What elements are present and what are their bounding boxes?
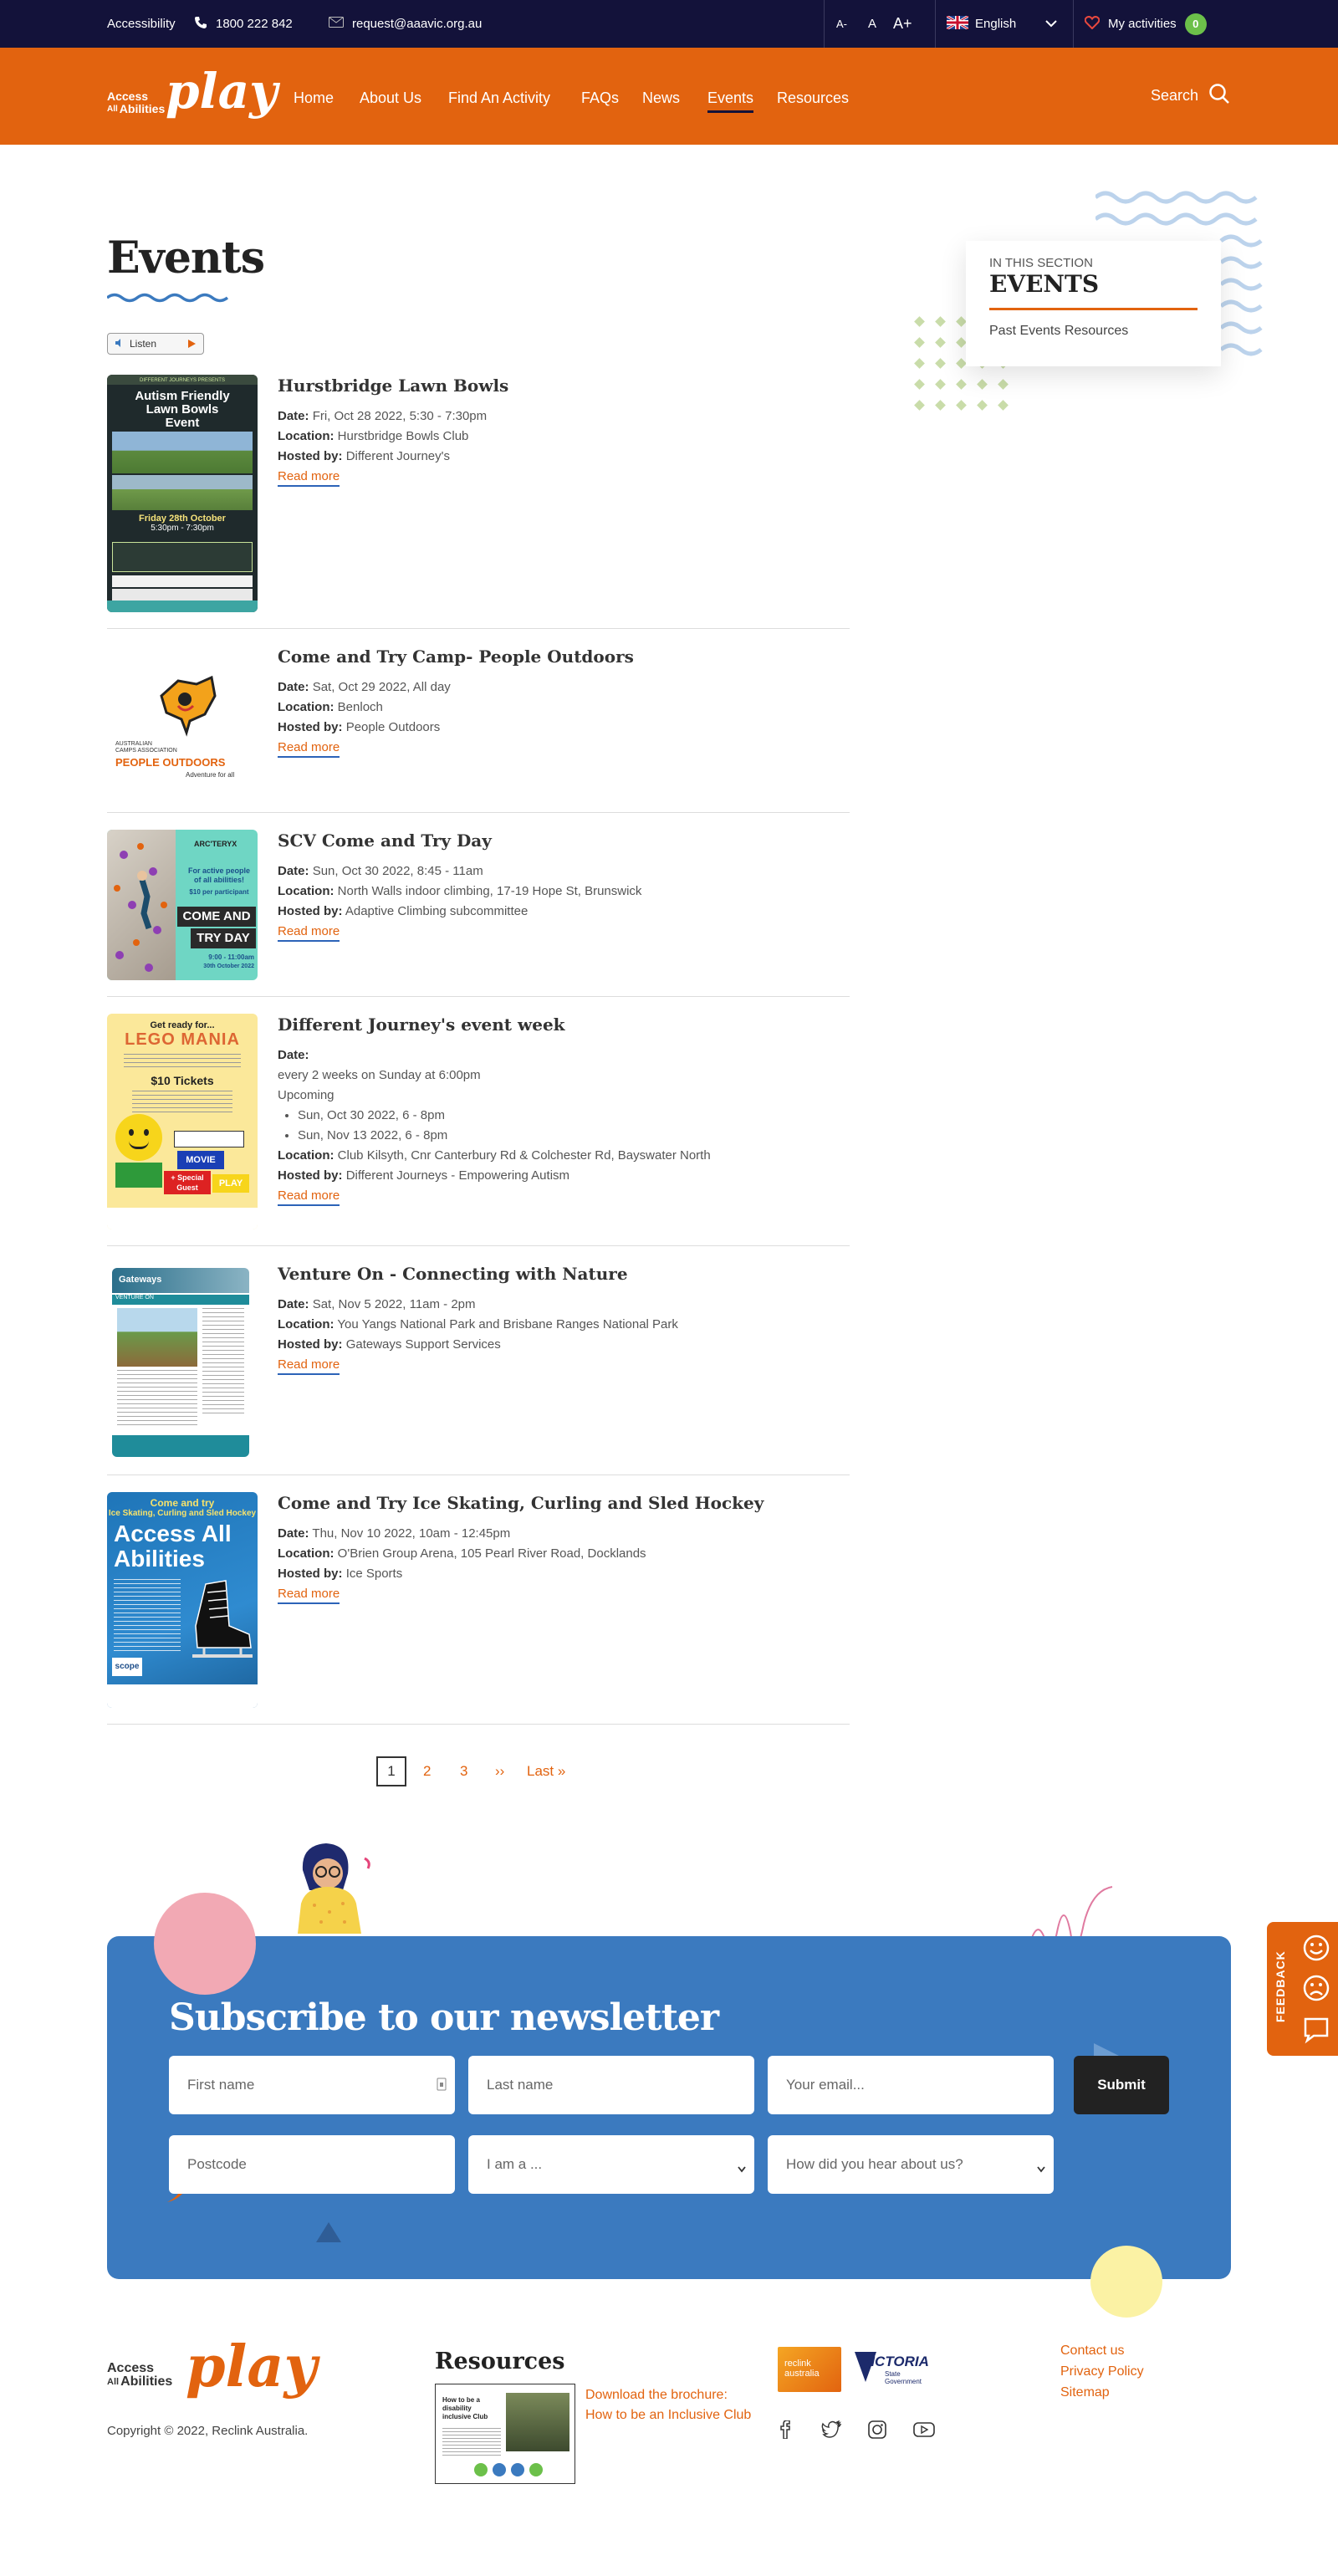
poster-text: AUSTRALIAN xyxy=(115,741,152,747)
search-label: Search xyxy=(1151,87,1199,104)
event-title[interactable]: Hurstbridge Lawn Bowls xyxy=(278,376,509,396)
event-details xyxy=(278,1492,846,1604)
date-label: Date: xyxy=(278,409,309,423)
nav-faqs[interactable]: FAQs xyxy=(581,89,620,106)
event-details xyxy=(278,1263,846,1375)
poster-text: Gateways xyxy=(119,1275,162,1285)
poster-text: Get ready for... xyxy=(150,1020,215,1030)
section-title: EVENTS xyxy=(989,270,1198,310)
event-item xyxy=(107,1263,850,1475)
nav-about-us[interactable]: About Us xyxy=(360,89,422,106)
logo-play-text: play xyxy=(166,63,278,120)
poster-text: 30th October 2022 xyxy=(203,963,254,969)
accessibility-link[interactable]: Accessibility xyxy=(107,17,176,31)
read-more-link[interactable]: Read more xyxy=(278,1586,340,1604)
sidebar-link-past-events-resources[interactable]: Past Events Resources xyxy=(989,324,1129,338)
site-logo[interactable] xyxy=(107,56,278,135)
social-links xyxy=(776,2419,943,2444)
submit-button[interactable]: Submit xyxy=(1074,2056,1169,2114)
footer-logo[interactable] xyxy=(107,2333,324,2417)
logo-text-abilities: Abilities xyxy=(120,2374,173,2389)
brochure-link-line: How to be an Inclusive Club xyxy=(585,2408,752,2422)
lego-face-icon xyxy=(115,1114,162,1161)
feedback-tab[interactable] xyxy=(1267,1922,1338,2056)
event-item xyxy=(107,375,850,629)
resources-heading: Resources xyxy=(435,2349,565,2374)
poster-text: VENTURE ON xyxy=(112,1295,249,1305)
poster-text: $10 per participant xyxy=(189,888,249,896)
nav-resources[interactable]: Resources xyxy=(777,89,850,106)
brochure-link-line: Download the brochure: xyxy=(585,2388,728,2402)
title-wave-decoration xyxy=(107,291,232,304)
postcode-input[interactable]: Postcode xyxy=(169,2135,455,2194)
section-nav-card xyxy=(966,241,1221,366)
heard-about-select[interactable] xyxy=(768,2135,1054,2194)
footer-link-contact-us[interactable]: Contact us xyxy=(1060,2343,1125,2358)
my-activities-button[interactable] xyxy=(1085,0,1207,48)
climbing-holds-icon xyxy=(107,830,176,980)
ice-skate-icon xyxy=(181,1576,254,1668)
logo-play-text: play xyxy=(186,2333,317,2400)
chevron-down-icon xyxy=(1045,17,1057,31)
pink-circle-decoration xyxy=(154,1893,256,1995)
uk-flag-icon xyxy=(947,16,968,33)
poster-text: ARC'TERYX xyxy=(194,840,237,848)
poster-text: 5:30pm - 7:30pm xyxy=(151,524,214,533)
event-location: Hurstbridge Bowls Club xyxy=(337,429,469,443)
event-date: Sat, Oct 29 2022, All day xyxy=(312,680,451,694)
event-title[interactable]: Come and Try Camp- People Outdoors xyxy=(278,647,634,667)
chevron-down-icon xyxy=(738,2160,746,2177)
newsletter-section xyxy=(107,1936,1231,2279)
in-this-section-label: IN THIS SECTION xyxy=(989,256,1093,270)
read-more-link[interactable]: Read more xyxy=(278,739,340,758)
poster-text: Event xyxy=(165,416,200,430)
phone-icon xyxy=(194,16,207,33)
event-poster-image[interactable] xyxy=(107,830,258,980)
first-name-input[interactable] xyxy=(169,2056,455,2114)
logo-text-all: All xyxy=(107,2377,120,2387)
happy-face-icon xyxy=(1302,1934,1330,1962)
last-page-link[interactable]: Last » xyxy=(527,1763,566,1779)
upcoming-date: • Sun, Oct 30 2022, 6 - 8pm xyxy=(298,1106,846,1126)
brochure-cover-title: How to be a disability inclusive Club xyxy=(442,2396,488,2420)
poster-text: For active people of all abilities! xyxy=(187,866,251,884)
event-item xyxy=(107,1492,850,1725)
read-more-link[interactable]: Read more xyxy=(278,1188,340,1206)
email-input[interactable]: Your email... xyxy=(768,2056,1054,2114)
upcoming-label: Upcoming xyxy=(278,1088,334,1102)
event-details xyxy=(278,1014,846,1206)
victoria-logo-subtext: State Government xyxy=(885,2370,922,2385)
instagram-icon[interactable] xyxy=(868,2420,886,2439)
event-recurrence: every 2 weeks on Sunday at 6:00pm xyxy=(278,1068,481,1082)
location-label: Location: xyxy=(278,1317,334,1331)
divider xyxy=(1073,0,1074,48)
search-icon xyxy=(1208,83,1230,109)
poster-text: TRY DAY xyxy=(191,928,256,948)
reclink-logo[interactable] xyxy=(778,2347,841,2392)
poster-text: DIFFERENT JOURNEYS PRESENTS xyxy=(140,378,225,383)
event-details xyxy=(278,646,846,758)
poster-text: Ice Skating, Curling and Sled Hockey xyxy=(108,1509,257,1518)
poster-text: PLAY xyxy=(212,1174,249,1193)
feedback-label: FEEDBACK xyxy=(1274,1950,1287,2022)
sad-face-icon xyxy=(1302,1974,1330,2002)
font-decrease-button[interactable]: A- xyxy=(836,18,847,30)
hosted-by-label: Hosted by: xyxy=(278,1567,343,1581)
event-title[interactable]: Different Journey's event week xyxy=(278,1015,565,1035)
search-button[interactable] xyxy=(1151,83,1230,109)
poster-text: scope xyxy=(112,1658,142,1676)
autofill-icon xyxy=(437,2078,447,2095)
poster-text: 9:00 - 11:00am xyxy=(208,953,254,961)
location-label: Location: xyxy=(278,884,334,898)
victoria-logo-text: VICTORIA xyxy=(861,2354,929,2369)
copyright-text: Copyright © 2022, Reclink Australia. xyxy=(107,2424,309,2438)
logo-text-abilities: Abilities xyxy=(119,102,166,115)
mail-icon xyxy=(329,17,344,31)
location-label: Location: xyxy=(278,1546,334,1561)
logo-text-all: All xyxy=(107,105,118,114)
hosted-by-label: Hosted by: xyxy=(278,904,343,918)
victoria-government-logo[interactable] xyxy=(853,2347,937,2392)
event-host: Gateways Support Services xyxy=(345,1337,501,1352)
page-title: Events xyxy=(107,233,265,284)
date-label: Date: xyxy=(278,1526,309,1541)
event-host: People Outdoors xyxy=(345,720,441,734)
page-1-current[interactable]: 1 xyxy=(376,1756,406,1786)
poster-text: Access All xyxy=(114,1521,232,1546)
event-location: Club Kilsyth, Cnr Canterbury Rd & Colchester Rd, Bayswater North xyxy=(337,1148,711,1163)
poster-text: Abilities xyxy=(114,1546,205,1572)
poster-text: $10 Tickets xyxy=(151,1074,214,1087)
nav-news[interactable]: News xyxy=(642,89,681,106)
page-3-link[interactable]: 3 xyxy=(460,1763,468,1779)
date-label: Date: xyxy=(278,864,309,878)
upcoming-date: • Sun, Nov 13 2022, 6 - 8pm xyxy=(298,1126,846,1146)
poster-text: Autism Friendly xyxy=(135,389,230,403)
play-icon xyxy=(186,339,197,351)
poster-text: + Special Guest xyxy=(164,1171,211,1194)
font-increase-button[interactable]: A+ xyxy=(893,15,912,32)
triangle-decoration xyxy=(316,2222,341,2242)
event-host: Different Journey's xyxy=(345,449,451,463)
location-label: Location: xyxy=(278,429,334,443)
location-label: Location: xyxy=(278,1148,334,1163)
read-more-link[interactable]: Read more xyxy=(278,468,340,487)
event-location: Benloch xyxy=(337,700,383,714)
page-2-link[interactable]: 2 xyxy=(423,1763,432,1779)
logo-text-access: Access xyxy=(107,89,149,103)
poster-text: COME AND xyxy=(177,907,256,927)
date-label: Date: xyxy=(278,680,309,694)
heard-about-value: How did you hear about us? xyxy=(786,2156,963,2172)
upcoming-dates-list xyxy=(298,1106,846,1146)
language-select[interactable] xyxy=(947,0,1064,48)
event-host: Adaptive Climbing subcommittee xyxy=(345,904,529,918)
next-page-link[interactable]: ›› xyxy=(495,1763,505,1779)
event-date: Thu, Nov 10 2022, 10am - 12:45pm xyxy=(312,1526,511,1541)
event-poster-image[interactable] xyxy=(107,375,258,612)
read-more-link[interactable]: Read more xyxy=(278,1357,340,1375)
event-title[interactable]: Come and Try Ice Skating, Curling and Sled Hockey xyxy=(278,1493,764,1513)
my-activities-label: My activities xyxy=(1108,17,1177,31)
email-address: request@aaavic.org.au xyxy=(352,17,483,31)
poster-text: Adventure for all xyxy=(186,771,235,779)
first-name-placeholder: First name xyxy=(187,2077,255,2093)
event-location: O'Brien Group Arena, 105 Pearl River Road, Docklands xyxy=(337,1546,646,1561)
event-location: North Walls indoor climbing, 17-19 Hope St, Brunswick xyxy=(337,884,642,898)
heart-icon xyxy=(1085,16,1100,33)
event-item xyxy=(107,646,850,813)
phone-number: 1800 222 842 xyxy=(216,17,293,31)
nav-events[interactable]: Events xyxy=(707,89,753,113)
event-item xyxy=(107,1014,850,1246)
nav-find-an-activity[interactable]: Find An Activity xyxy=(448,89,551,106)
event-date: Sun, Oct 30 2022, 8:45 - 11am xyxy=(312,864,483,878)
date-label: Date: xyxy=(278,1297,309,1311)
comment-icon xyxy=(1302,2016,1330,2044)
people-outdoors-logo-icon xyxy=(153,671,220,738)
poster-text: LEGO MANIA xyxy=(125,1030,240,1049)
read-more-link[interactable]: Read more xyxy=(278,923,340,942)
phone-link[interactable] xyxy=(194,0,293,48)
hosted-by-label: Hosted by: xyxy=(278,1168,343,1183)
last-name-input[interactable]: Last name xyxy=(468,2056,754,2114)
activities-count-badge: 0 xyxy=(1185,13,1207,35)
location-label: Location: xyxy=(278,700,334,714)
facebook-icon[interactable] xyxy=(776,2420,794,2439)
event-title[interactable]: Venture On - Connecting with Nature xyxy=(278,1264,628,1284)
logo-text-access: Access xyxy=(107,2361,155,2375)
hosted-by-label: Hosted by: xyxy=(278,1337,343,1352)
brochure-download-link[interactable] xyxy=(585,2385,751,2425)
main-header xyxy=(0,48,1338,145)
reclink-logo-text: reclink australia xyxy=(784,2359,820,2379)
event-details xyxy=(278,375,846,487)
event-host: Different Journeys - Empowering Autism xyxy=(345,1168,570,1183)
hosted-by-label: Hosted by: xyxy=(278,720,343,734)
poster-text: MOVIE xyxy=(177,1151,224,1169)
poster-text: Lawn Bowls xyxy=(146,402,219,417)
poster-text: Friday 28th October xyxy=(139,514,226,524)
hosted-by-label: Hosted by: xyxy=(278,449,343,463)
event-location: You Yangs National Park and Brisbane Ranges National Park xyxy=(337,1317,678,1331)
nav-home[interactable]: Home xyxy=(294,89,334,106)
yellow-circle-decoration xyxy=(1090,2246,1162,2318)
girl-illustration xyxy=(284,1840,393,1949)
event-date: Sat, Nov 5 2022, 11am - 2pm xyxy=(312,1297,476,1311)
i-am-select[interactable] xyxy=(468,2135,754,2194)
email-link[interactable] xyxy=(329,0,482,48)
event-host: Ice Sports xyxy=(345,1567,403,1581)
listen-button[interactable] xyxy=(107,333,204,355)
font-normal-button[interactable]: A xyxy=(868,17,877,31)
poster-text: CAMPS ASSOCIATION xyxy=(115,748,177,754)
i-am-value: I am a ... xyxy=(487,2156,543,2172)
event-poster-image[interactable] xyxy=(112,1268,249,1457)
chevron-down-icon xyxy=(1037,2160,1045,2177)
event-date: Fri, Oct 28 2022, 5:30 - 7:30pm xyxy=(312,409,488,423)
brochure-thumbnail[interactable] xyxy=(435,2384,575,2484)
footer-link-privacy-policy[interactable]: Privacy Policy xyxy=(1060,2364,1144,2379)
poster-text: PEOPLE OUTDOORS xyxy=(115,756,226,769)
newsletter-title: Subscribe to our newsletter xyxy=(169,1996,719,2039)
event-poster-image[interactable] xyxy=(107,1492,258,1708)
event-poster-image[interactable] xyxy=(107,646,258,796)
event-poster-image[interactable] xyxy=(107,1014,258,1229)
event-details xyxy=(278,830,846,942)
event-title[interactable]: SCV Come and Try Day xyxy=(278,831,492,851)
listen-label: Listen xyxy=(130,338,157,350)
divider xyxy=(935,0,936,48)
date-label: Date: xyxy=(278,1048,309,1062)
poster-text: Come and try xyxy=(150,1497,215,1509)
youtube-icon[interactable] xyxy=(913,2422,935,2437)
twitter-icon[interactable] xyxy=(821,2420,841,2439)
language-label: English xyxy=(975,17,1017,31)
event-item xyxy=(107,830,850,997)
top-bar xyxy=(0,0,1338,48)
speaker-icon xyxy=(115,338,125,350)
divider xyxy=(824,0,825,48)
footer-link-sitemap[interactable]: Sitemap xyxy=(1060,2385,1110,2400)
